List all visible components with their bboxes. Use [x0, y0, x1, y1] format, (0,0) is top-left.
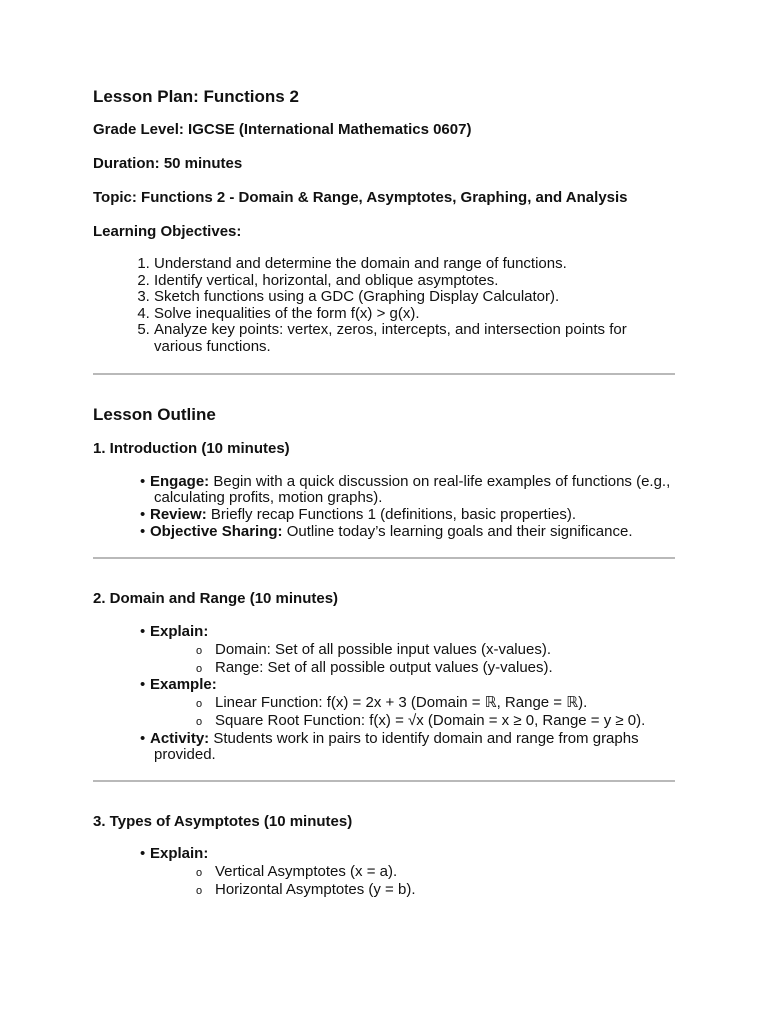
- sub-list-item: o Range: Set of all possible output values (y-values).: [140, 659, 675, 677]
- duration: Duration: 50 minutes: [93, 155, 243, 172]
- sub-list-item: o Domain: Set of all possible input values (x-values).: [140, 641, 675, 659]
- engage-label: Engage:: [150, 472, 210, 490]
- sub-list-item: o Vertical Asymptotes (x = a).: [140, 863, 675, 881]
- objective-sharing-text: Outline today’s learning goals and their significance.: [282, 522, 633, 540]
- asymptotes-sublist: [154, 863, 675, 900]
- explain-label: Explain:: [150, 622, 209, 640]
- list-item: 4. Solve inequalities of the form f(x) > g(x).: [154, 306, 675, 323]
- list-item: [93, 731, 675, 765]
- intro-list: [93, 474, 675, 541]
- objective-sharing-label: Objective Sharing:: [150, 522, 283, 540]
- explain-sublist: [154, 641, 675, 678]
- engage-text: Begin with a quick discussion on real-life examples of functions (e.g., calculating profits, motion graphs).: [154, 472, 671, 507]
- objectives-heading: Learning Objectives:: [93, 223, 242, 240]
- grade-level: Grade Level: IGCSE (International Mathematics 0607): [93, 121, 472, 138]
- list-item: [93, 507, 675, 524]
- sub-list-item: o Square Root Function: f(x) = √x (Domain = x ≥ 0, Range = y ≥ 0).: [140, 712, 675, 730]
- asymptotes-list: [93, 846, 675, 899]
- list-item: [93, 677, 675, 730]
- list-item: [93, 846, 675, 899]
- activity-text: Students work in pairs to identify domain and range from graphs provided.: [154, 729, 639, 764]
- list-item: 5. Analyze key points: vertex, zeros, intercepts, and intersection points for various functions.: [154, 322, 675, 355]
- explain-label: Explain:: [150, 845, 209, 863]
- page-title: Lesson Plan: Functions 2: [93, 87, 299, 106]
- example-sublist: [154, 694, 675, 731]
- outline-heading: Lesson Outline: [93, 404, 216, 424]
- activity-label: Activity:: [150, 729, 210, 747]
- example-label: Example:: [150, 676, 217, 694]
- list-item: [93, 474, 675, 508]
- review-text: Briefly recap Functions 1 (definitions, basic properties).: [206, 506, 577, 524]
- list-item: 1. Understand and determine the domain and range of functions.: [154, 256, 675, 273]
- topic: Topic: Functions 2 - Domain & Range, Asymptotes, Graphing, and Analysis: [93, 189, 628, 206]
- domain-list: [93, 624, 675, 764]
- list-item: 2. Identify vertical, horizontal, and oblique asymptotes.: [154, 273, 675, 290]
- list-item: [93, 624, 675, 677]
- sub-list-item: o Linear Function: f(x) = 2x + 3 (Domain = ℝ, Range = ℝ).: [140, 694, 675, 712]
- domain-heading: 2. Domain and Range (10 minutes): [93, 589, 339, 607]
- list-item: [93, 524, 675, 541]
- intro-heading: 1. Introduction (10 minutes): [93, 439, 290, 457]
- list-item: 3. Sketch functions using a GDC (Graphing Display Calculator).: [154, 289, 675, 306]
- objectives-list: [93, 256, 675, 356]
- sub-list-item: o Horizontal Asymptotes (y = b).: [140, 881, 675, 899]
- document-content: [93, 85, 675, 900]
- review-label: Review:: [150, 506, 207, 524]
- asymptotes-heading: 3. Types of Asymptotes (10 minutes): [93, 813, 353, 831]
